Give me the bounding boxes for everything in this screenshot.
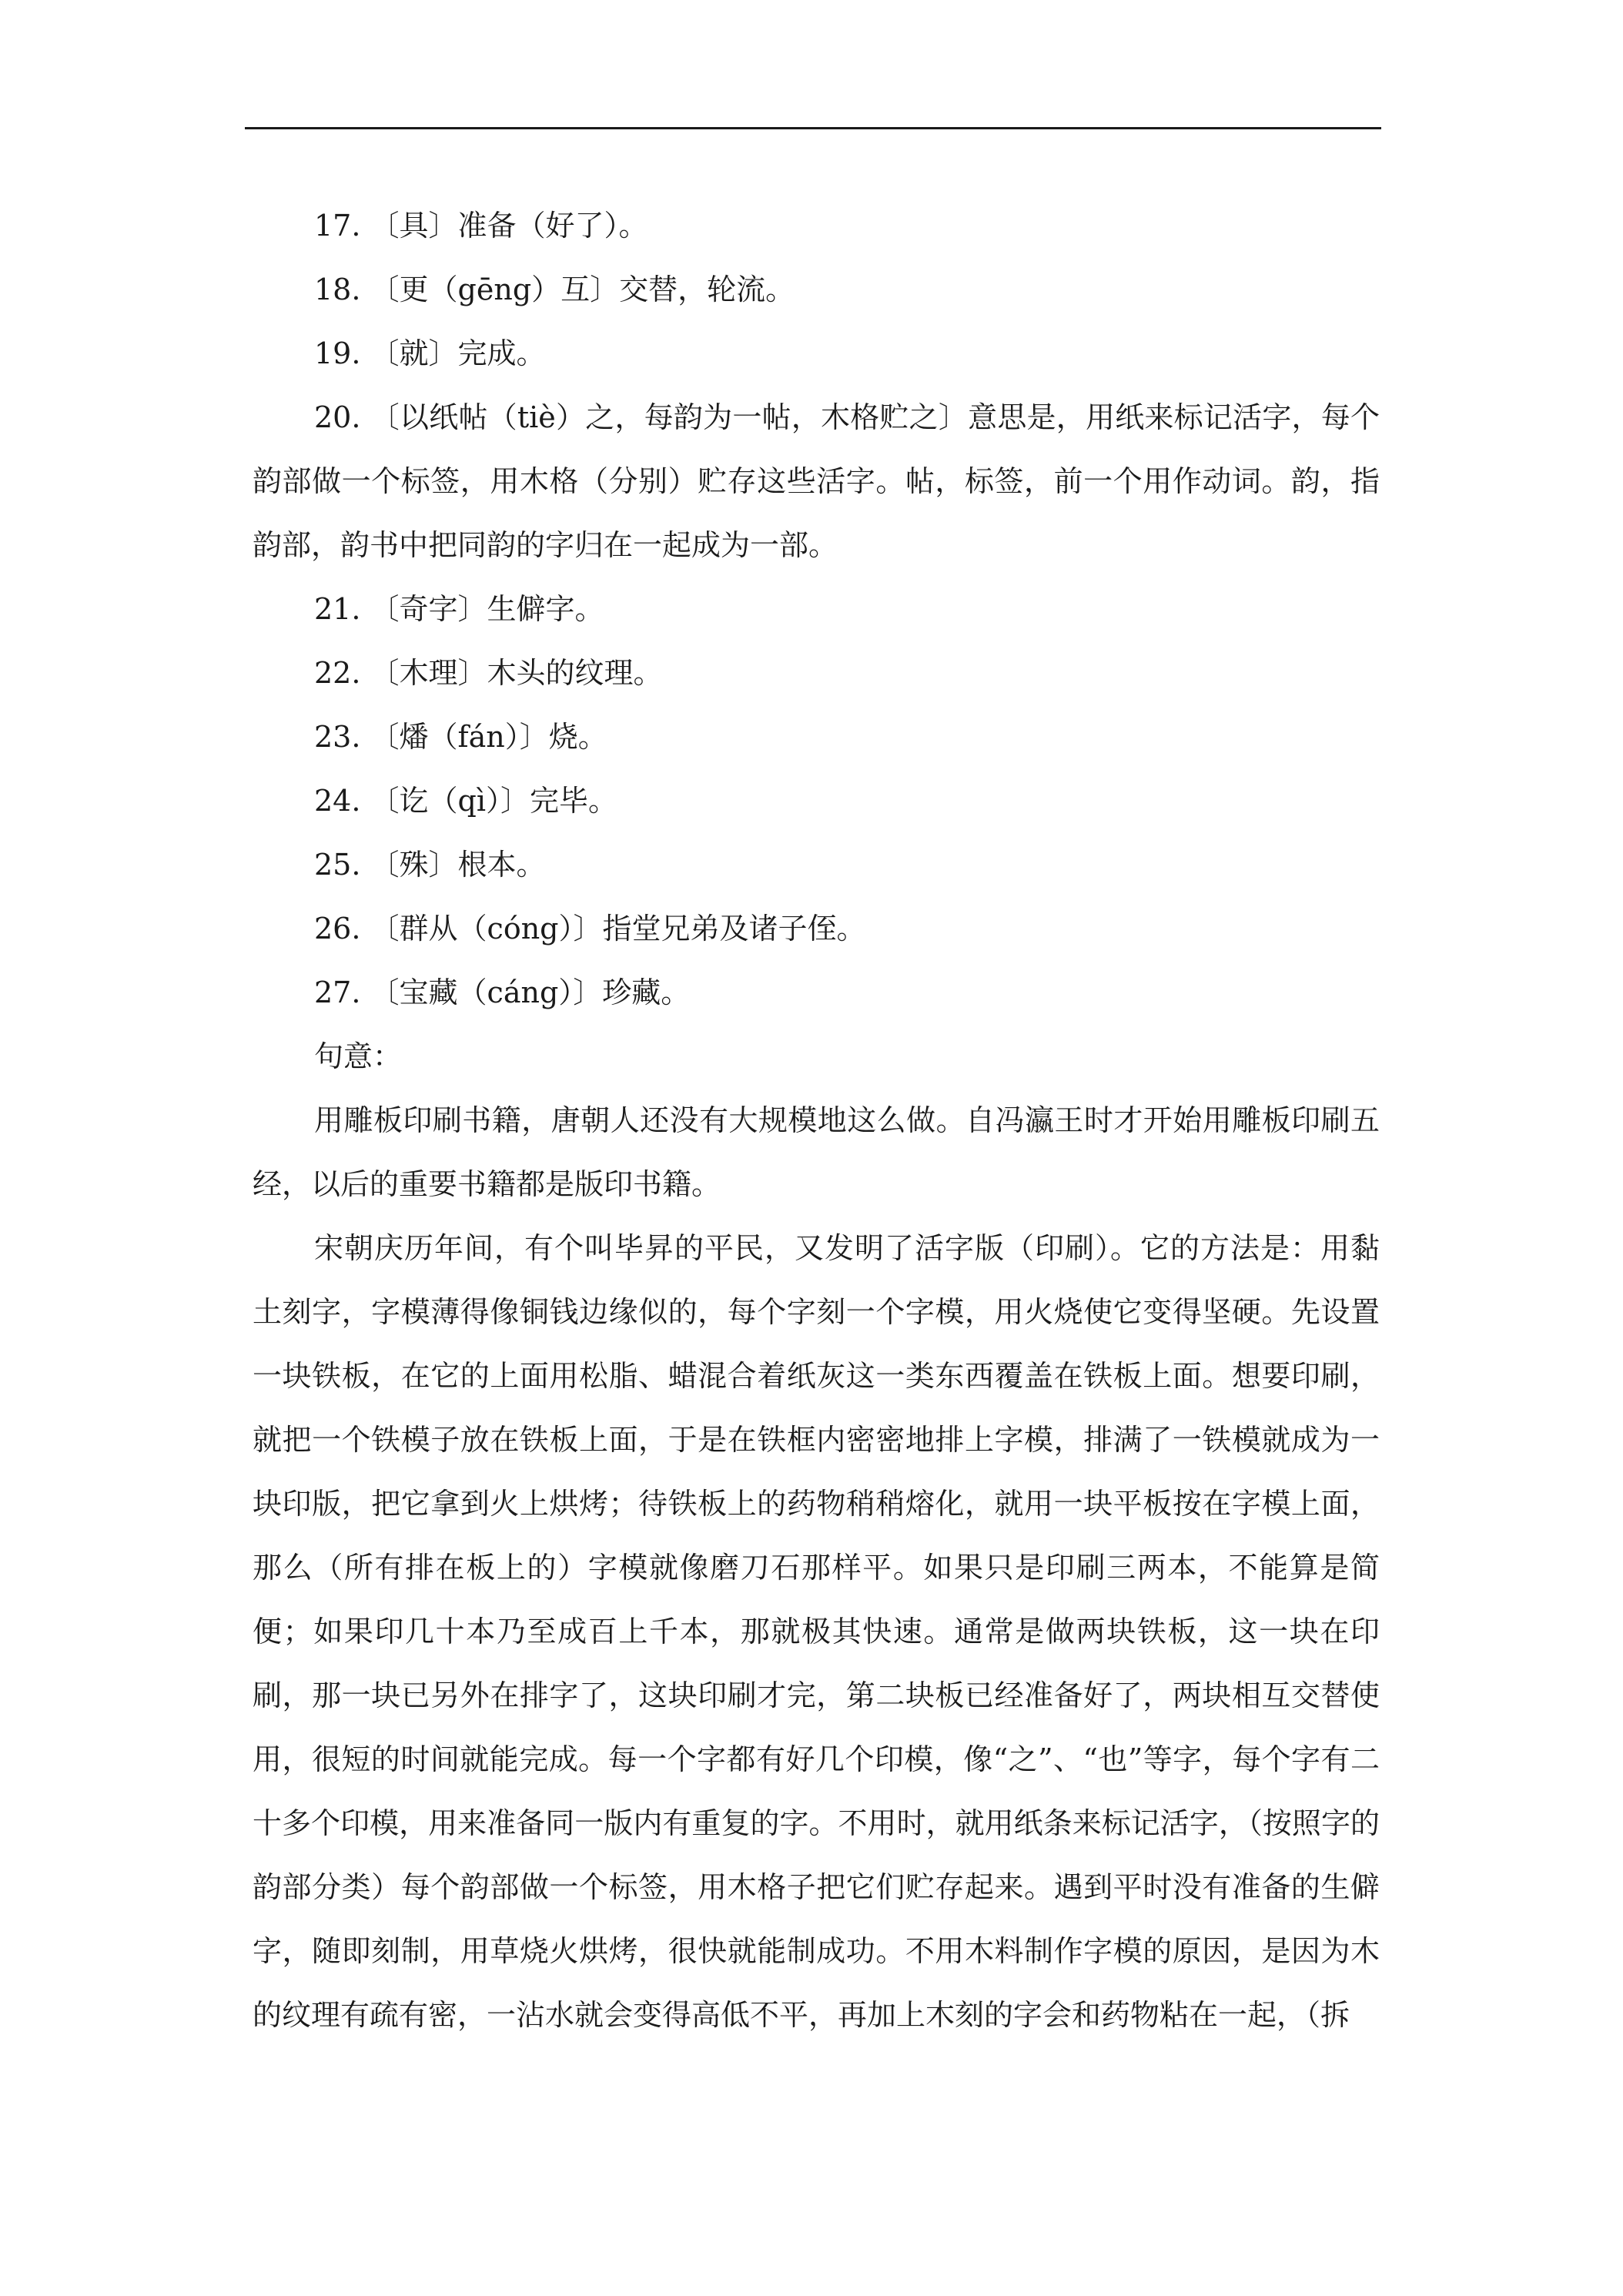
note-number: 24. bbox=[314, 784, 361, 818]
section-heading: 句意： bbox=[314, 1039, 403, 1073]
note-number: 20. bbox=[314, 400, 361, 434]
note-number: 17. bbox=[314, 209, 361, 243]
note-number: 18. bbox=[314, 273, 361, 306]
note-number: 22. bbox=[314, 656, 361, 690]
note-number: 19. bbox=[314, 336, 361, 370]
note-text: 〔宝藏（cáng）〕珍藏。 bbox=[370, 976, 691, 1009]
paragraph-1: 用雕板印刷书籍，唐朝人还没有大规模地这么做。自冯瀛王时才开始用雕板印刷五经，以后的重要书籍都是版印书籍。 bbox=[253, 1103, 1380, 1201]
note-19 bbox=[253, 322, 1380, 386]
note-number: 21. bbox=[314, 592, 361, 626]
note-text: 〔更（gēng）互〕交替，轮流。 bbox=[370, 273, 795, 306]
note-text: 〔具〕准备（好了）。 bbox=[370, 209, 648, 243]
header-rule bbox=[245, 127, 1381, 129]
note-27 bbox=[253, 961, 1380, 1025]
note-26 bbox=[253, 897, 1380, 961]
note-number: 27. bbox=[314, 976, 361, 1009]
note-number: 26. bbox=[314, 912, 361, 946]
note-text: 〔讫（qì）〕完毕。 bbox=[370, 784, 618, 818]
note-text: 〔以纸帖（tiè）之，每韵为一帖，木格贮之〕意思是，用纸来标记活字，每个韵部做一个标签，用木格（分别）贮存这些活字。帖，标签，前一个用作动词。韵，指韵部，韵书中把同韵的字归在一起成为一部。 bbox=[253, 400, 1380, 562]
note-18 bbox=[253, 258, 1380, 322]
note-number: 25. bbox=[314, 848, 361, 882]
note-text: 〔就〕完成。 bbox=[370, 336, 546, 370]
note-23 bbox=[253, 705, 1380, 769]
note-text: 〔燔（fán）〕烧。 bbox=[370, 720, 607, 754]
note-24 bbox=[253, 769, 1380, 833]
note-number: 23. bbox=[314, 720, 361, 754]
note-text: 〔奇字〕生僻字。 bbox=[370, 592, 604, 626]
note-21 bbox=[253, 577, 1380, 641]
note-text: 〔殊〕根本。 bbox=[370, 848, 546, 882]
note-text: 〔木理〕木头的纹理。 bbox=[370, 656, 663, 690]
note-25 bbox=[253, 833, 1380, 897]
note-17 bbox=[253, 194, 1380, 258]
paragraph-2: 宋朝庆历年间，有个叫毕昇的平民，又发明了活字版（印刷）。它的方法是：用黏土刻字，字模薄得像铜钱边缘似的，每个字刻一个字模，用火烧使它变得坚硬。先设置一块铁板，在它的上面用松脂、蜡混合着纸灰这一类东西覆盖在铁板上面。想要印刷，就把一个铁模子放在铁板上面，于是在铁框内密密地排上字模，排满了一铁模就成为一块印版，把它拿到火上烘烤；待铁板上的药物稍稍熔化，就用一块平板按在字模上面，那么（所有排在板上的）字模就像磨刀石那样平。如果只是印刷三两本，不能算是简便；如果印几十本乃至成百上千本，那就极其快速。通常是做两块铁板，这一块在印刷，那一块已另外在排字了，这块印刷才完，第二块板已经准备好了，两块相互交替使用，很短的时间就能完成。每一个字都有好几个印模，像“之”、“也”等字，每个字有二十多个印模，用来准备同一版内有重复的字。不用时，就用纸条来标记活字，（按照字的韵部分类）每个韵部做一个标签，用木格子把它们贮存起来。遇到平时没有准备的生僻字，随即刻制，用草烧火烘烤，很快就能制成功。不用木料制作字模的原因，是因为木的纹理有疏有密，一沾水就会变得高低不平，再加上木刻的字会和药物粘在一起，（拆 bbox=[253, 1231, 1380, 2032]
page-body bbox=[253, 194, 1380, 2047]
note-text: 〔群从（cóng）〕指堂兄弟及诸子侄。 bbox=[370, 912, 866, 946]
note-20 bbox=[253, 386, 1380, 577]
note-22 bbox=[253, 641, 1380, 705]
